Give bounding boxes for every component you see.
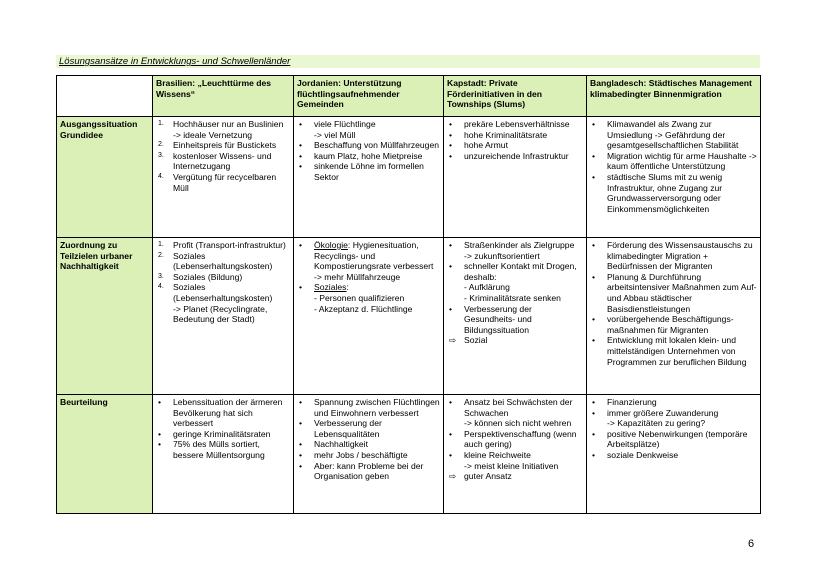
list-item-text: • positive Nebenwirkungen (temporäre Arbeitsplätze) <box>607 428 748 450</box>
table-row <box>57 117 761 238</box>
list-item <box>297 161 440 182</box>
cell-list <box>590 240 757 367</box>
table-cell <box>587 238 761 395</box>
list-item-text: 1. Hochhäuser nur an Buslinien <box>173 119 284 129</box>
list-item <box>156 439 290 460</box>
list-item-text: 2. Einheitspreis für Bustickets <box>173 140 277 151</box>
table-cell <box>587 117 761 238</box>
list-item <box>156 251 290 272</box>
list-item-text: • Ansatz bei Schwächsten der Schwachen <box>464 397 573 418</box>
list-item-text: • sinkende Löhne im formellen Sektor <box>314 161 424 182</box>
list-item-text: ⇨ Sozial <box>464 335 488 346</box>
list-item-continuation: - Akzeptanz d. Flüchtlinge <box>314 303 413 314</box>
list-item-text: 2. Soziales (Lebenserhaltungskosten) <box>173 250 273 272</box>
cell-list <box>590 119 757 214</box>
list-item-continuation: -> mehr Müllfahrzeuge <box>314 271 401 282</box>
table-cell <box>294 395 444 514</box>
list-item-text: • Perspektivenschaffung (wenn auch gering) <box>464 428 577 450</box>
list-item-continuation: - Aufklärung <box>464 282 510 293</box>
list-item <box>447 119 583 130</box>
list-item <box>590 335 757 367</box>
list-item <box>447 304 583 336</box>
list-item <box>156 397 290 429</box>
row-label: Beurteilung <box>57 395 153 514</box>
list-item-text: • Lebenssituation der ärmeren Bevölkerung hat sich verbessert <box>173 397 283 429</box>
cell-list <box>156 397 290 461</box>
list-item-text: • unzureichende Infrastruktur <box>464 150 569 161</box>
list-item <box>156 282 290 324</box>
list-item <box>156 429 290 440</box>
list-item <box>590 272 757 314</box>
list-item-text: • Verbesserung der Lebensqualitäten <box>314 418 382 439</box>
list-item-text: • mehr Jobs / beschäftigte <box>314 449 408 460</box>
table-cell <box>294 238 444 395</box>
row-label: Zuordnung zu Teilzielen urbaner Nachhaltigkeit <box>57 238 153 395</box>
list-item <box>447 471 583 482</box>
list-item <box>447 450 583 471</box>
list-item-continuation: -> ideale Vernetzung <box>173 129 253 140</box>
list-item-text: • Aber: kann Probleme bei der Organisation geben <box>314 460 424 482</box>
list-item-continuation: -> Planet (Recyclingrate, Bedeutung der Stadt) <box>173 303 268 325</box>
list-item <box>297 397 440 418</box>
list-item <box>590 314 757 335</box>
list-item-text: • Spannung zwischen Flüchtlingen und Einwohnern verbessert <box>314 397 440 418</box>
header-kapstadt: Kapstadt: Private Förderinitiativen in den Townships (Slums) <box>444 76 587 117</box>
list-item-continuation: -> meist kleine Initiativen <box>464 460 559 471</box>
list-item <box>297 418 440 439</box>
list-item-text: • geringe Kriminalitätsraten <box>173 428 271 439</box>
list-item-continuation: -> zukunftsorientiert <box>464 250 540 261</box>
list-item-text: • Förderung des Wissensaustauschs zu klimabedingter Migration + Bedürfnissen der Migranten <box>607 240 753 272</box>
list-item <box>447 140 583 151</box>
list-item-text: • Beschaffung von Müllfahrzeugen <box>314 140 440 151</box>
table-row <box>57 395 761 514</box>
list-item-text: • Finanzierung <box>607 397 657 407</box>
document-title: Lösungsansätze in Entwicklungs- und Schwellenländer <box>56 55 760 68</box>
cell-list <box>447 119 583 161</box>
header-row <box>57 76 761 117</box>
table-cell <box>294 117 444 238</box>
list-item-text: • Entwicklung mit lokalen klein- und mittelständigen Unternehmen von Programmen zur beruflichen Bildung <box>607 335 747 367</box>
cell-list <box>156 119 290 193</box>
table-cell <box>153 395 294 514</box>
list-item <box>297 450 440 461</box>
table-cell <box>587 395 761 514</box>
underlined-term: Soziales <box>314 282 347 293</box>
list-item-text: • Verbesserung der Gesundheits- und Bildungssituation <box>464 303 532 335</box>
list-item <box>590 408 757 429</box>
underlined-term: Ökologie <box>314 240 348 250</box>
list-item-continuation: -> Kapazitäten zu gering? <box>607 418 706 429</box>
list-item <box>156 140 290 151</box>
list-item-continuation: - Personen qualifizieren <box>314 292 405 303</box>
list-item <box>156 119 290 140</box>
list-item-text: • Soziales: <box>314 282 349 293</box>
list-item <box>590 119 757 151</box>
list-item-text: • viele Flüchtlinge <box>314 119 376 129</box>
list-item-text: ⇨ guter Ansatz <box>464 471 512 482</box>
row-label: Ausgangssituation Grundidee <box>57 117 153 238</box>
list-item-continuation: - Kriminalitätsrate senken <box>464 292 561 303</box>
list-item <box>590 172 757 214</box>
list-item <box>590 151 757 172</box>
list-item <box>447 240 583 261</box>
list-item <box>590 429 757 450</box>
list-item-text: 4. Vergütung für recycelbaren Müll <box>173 171 277 193</box>
list-item <box>590 240 757 272</box>
list-item-text: • Planung & Durchführung arbeitsintensiver Maßnahmen zum Auf- und Abbau städtischer Basisdienstleistungen <box>607 271 757 314</box>
list-item <box>297 282 440 314</box>
list-item-text: • kleine Reichweite <box>464 449 531 460</box>
list-item-text: • Klimawandel als Zwang zur Umsiedlung -> Gefährdung der gesamtgesellschaftlichen Stabilität <box>607 119 739 151</box>
list-item-text: • Nachhaltigkeit <box>314 439 368 450</box>
list-item-text: • kaum Platz, hohe Mietpreise <box>314 150 423 161</box>
list-item-continuation: -> können sich nicht wehren <box>464 418 572 429</box>
list-item-text: • soziale Denkweise <box>607 449 679 460</box>
table-cell <box>444 238 587 395</box>
header-brasilien: Brasilien: „Leuchttürme des Wissens“ <box>153 76 294 117</box>
list-item-text: 3. Soziales (Bildung) <box>173 271 243 282</box>
table-cell <box>444 395 587 514</box>
list-item <box>156 240 290 251</box>
list-item-continuation: -> viel Müll <box>314 129 356 140</box>
list-item-text: 4. Soziales (Lebenserhaltungskosten) <box>173 282 273 303</box>
cell-list <box>297 397 440 482</box>
list-item <box>447 397 583 429</box>
list-item-text: • 75% des Mülls sortiert, bessere Müllentsorgung <box>173 439 265 460</box>
list-item <box>447 261 583 303</box>
corner-cell <box>57 76 153 117</box>
list-item <box>156 172 290 193</box>
page-number: 6 <box>748 538 755 550</box>
comparison-table <box>56 75 761 514</box>
header-bangladesch: Bangladesch: Städtisches Management klimabedingter Binnenmigration <box>587 76 761 117</box>
cell-list <box>590 397 757 461</box>
list-item <box>447 429 583 450</box>
list-item-text: • Straßenkinder als Zielgruppe <box>464 240 575 250</box>
table-cell <box>153 117 294 238</box>
cell-list <box>297 240 440 314</box>
cell-list <box>447 240 583 346</box>
list-item <box>590 397 757 408</box>
list-item-text: • Ökologie: Hygienesituation, Recyclings- und Kompostierungsrate verbessert <box>314 240 434 272</box>
list-item <box>590 450 757 461</box>
list-item-text: 1. Profit (Transport-infrastruktur) <box>173 240 286 250</box>
list-item-text: • städtische Slums mit zu wenig Infrastruktur, ohne Zugang zur Grundwasserversorgung oder Einkommensmöglichkeiten <box>607 171 723 214</box>
list-item <box>156 272 290 283</box>
table-cell <box>444 117 587 238</box>
list-item <box>447 151 583 162</box>
cell-list <box>297 119 440 183</box>
list-item <box>297 119 440 140</box>
list-item-text: • vorübergehende Beschäftigungs-maßnahmen für Migranten <box>607 314 734 335</box>
cell-list <box>447 397 583 482</box>
list-item <box>297 140 440 151</box>
list-item-text: • schneller Kontakt mit Drogen, deshalb: <box>464 261 577 282</box>
list-item-text: • immer größere Zuwanderung <box>607 407 719 418</box>
list-item <box>297 151 440 162</box>
list-item <box>297 240 440 282</box>
list-item <box>447 130 583 141</box>
list-item-text: • prekäre Lebensverhältnisse <box>464 119 570 129</box>
cell-list <box>156 240 290 325</box>
list-item-text: • hohe Armut <box>464 140 508 151</box>
list-item <box>297 439 440 450</box>
list-item <box>447 335 583 346</box>
list-item-text: • hohe Kriminalitätsrate <box>464 129 548 140</box>
list-item-text: 3. kostenloser Wissens- und Internetzugang <box>173 150 272 172</box>
table-cell <box>153 238 294 395</box>
list-item-text: • Migration wichtig für arme Haushalte -> kaum öffentliche Unterstützung <box>607 150 757 172</box>
table-row <box>57 238 761 395</box>
list-item <box>156 151 290 172</box>
header-jordanien: Jordanien: Unterstützung flüchtlingsaufnehmender Gemeinden <box>294 76 444 117</box>
list-item <box>297 461 440 482</box>
